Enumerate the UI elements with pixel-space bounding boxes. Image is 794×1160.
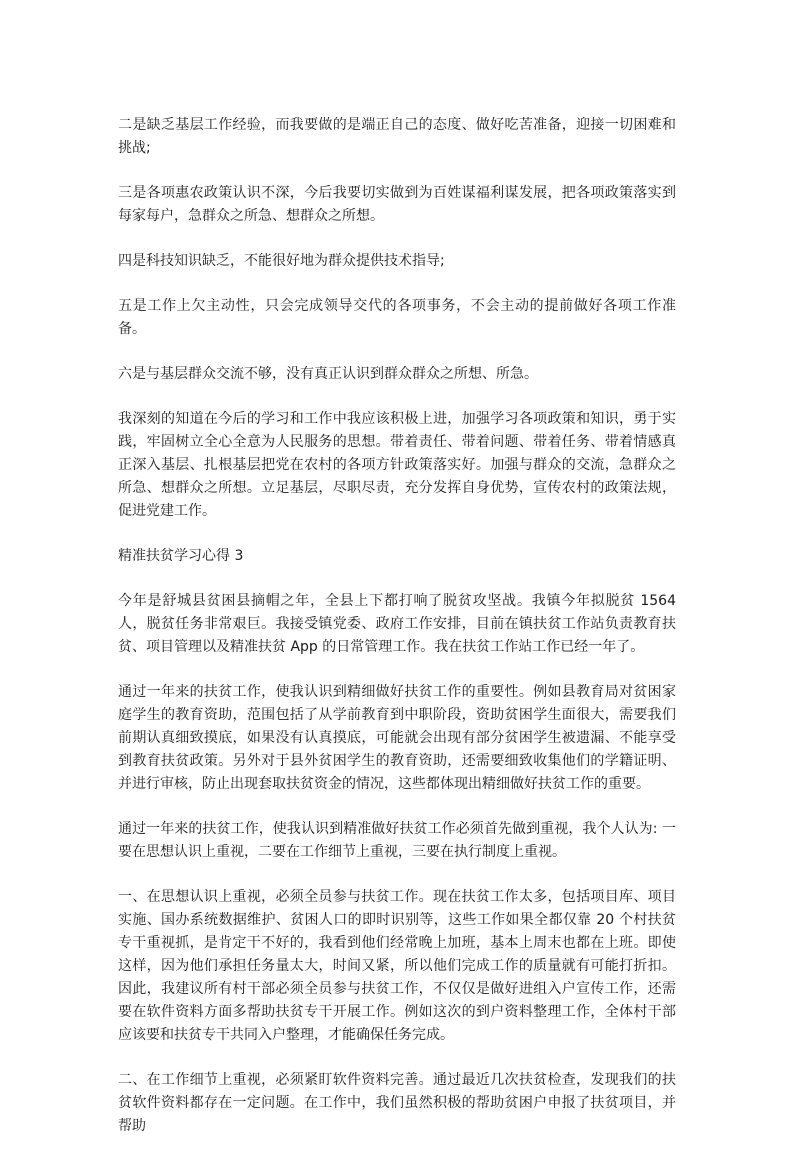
paragraph-6: 我深刻的知道在今后的学习和工作中我应该积极上进，加强学习各项政策和知识，勇于实践，牢固树立全心全意为人民服务的思想。带着责任、带着问题、带着任务、带着情感真正深入基层、扎根基层把党在农村的各项方针政策落实好。加强与群众的交流，急群众之所急、想群众之所想。立足基层，尽职尽责，充分发挥自身优势，宣传农村的政策法规，促进党建工作。 — [118, 411, 676, 519]
paragraph-9: 通过一年来的扶贫工作，使我认识到精准做好扶贫工作必须首先做到重视，我个人认为: 一要在思想认识上重视，二要在工作细节上重视，三要在执行制度上重视。 — [118, 821, 676, 860]
paragraph-2: 三是各项惠农政策认识不深，今后我要切实做到为百姓谋福利谋发展，把各项政策落实到每家每户，急群众之所急、想群众之所想。 — [118, 185, 676, 224]
paragraph-3: 四是科技知识缺乏，不能很好地为群众提供技术指导; — [118, 253, 445, 269]
paragraph-11: 二、在工作细节上重视，必须紧盯软件资料完善。通过最近几次扶贫检查，发现我们的扶贫软件资料都存在一定问题。在工作中，我们虽然积极的帮助贫困户申报了扶贫项目，并帮助 — [118, 1072, 676, 1134]
section-heading: 精准扶贫学习心得 3 — [118, 548, 244, 564]
paragraph-7: 今年是舒城县贫困县摘帽之年，全县上下都打响了脱贫攻坚战。我镇今年拟脱贫 1564 人，脱贫任务非常艰巨。我接受镇党委、政府工作安排，目前在镇扶贫工作站负责教育扶贫、项目管理以及精准扶贫 App 的日常管理工作。我在扶贫工作站工作已经一年了。 — [118, 593, 676, 655]
paragraph-4: 五是工作上欠主动性，只会完成领导交代的各项事务，不会主动的提前做好各项工作准备。 — [118, 298, 676, 337]
paragraph-5: 六是与基层群众交流不够，没有真正认识到群众群众之所想、所急。 — [118, 366, 538, 382]
paragraph-10: 一、在思想认识上重视，必须全员参与扶贫工作。现在扶贫工作太多，包括项目库、项目实施、国办系统数据维护、贫困人口的即时识别等，这些工作如果全都仅靠 20 个村扶贫专干重视抓，是肯定干不好的，我看到他们经常晚上加班，基本上周末也都在上班。即使这样，因为他们承担任务量太大，时间又紧，所以他们完成工作的质量就有可能打折扣。因此，我建议所有村干部必须全员参与扶贫工作，不仅仅是做好进组入户宣传工作，还需要在软件资料方面多帮助扶贫专干开展工作。例如这次的到户资料整理工作，全体村干部应该要和扶贫专干共同入户整理，才能确保任务完成。 — [118, 889, 676, 1043]
paragraph-1: 二是缺乏基层工作经验，而我要做的是端正自己的态度、做好吃苦准备，迎接一切困难和挑战; — [118, 117, 676, 156]
paragraph-8: 通过一年来的扶贫工作，使我认识到精细做好扶贫工作的重要性。例如县教育局对贫困家庭学生的教育资助，范围包括了从学前教育到中职阶段，资助贫困学生面很大，需要我们前期认真细致摸底，如果没有认真摸底，可能就会出现有部分贫困学生被遗漏、不能享受到教育扶贫政策。另外对于县外贫困学生的教育资助，还需要细致收集他们的学籍证明、并进行审核，防止出现套取扶贫资金的情况，这些都体现出精细做好扶贫工作的重要。 — [118, 684, 676, 792]
document-page — [118, 114, 676, 1160]
